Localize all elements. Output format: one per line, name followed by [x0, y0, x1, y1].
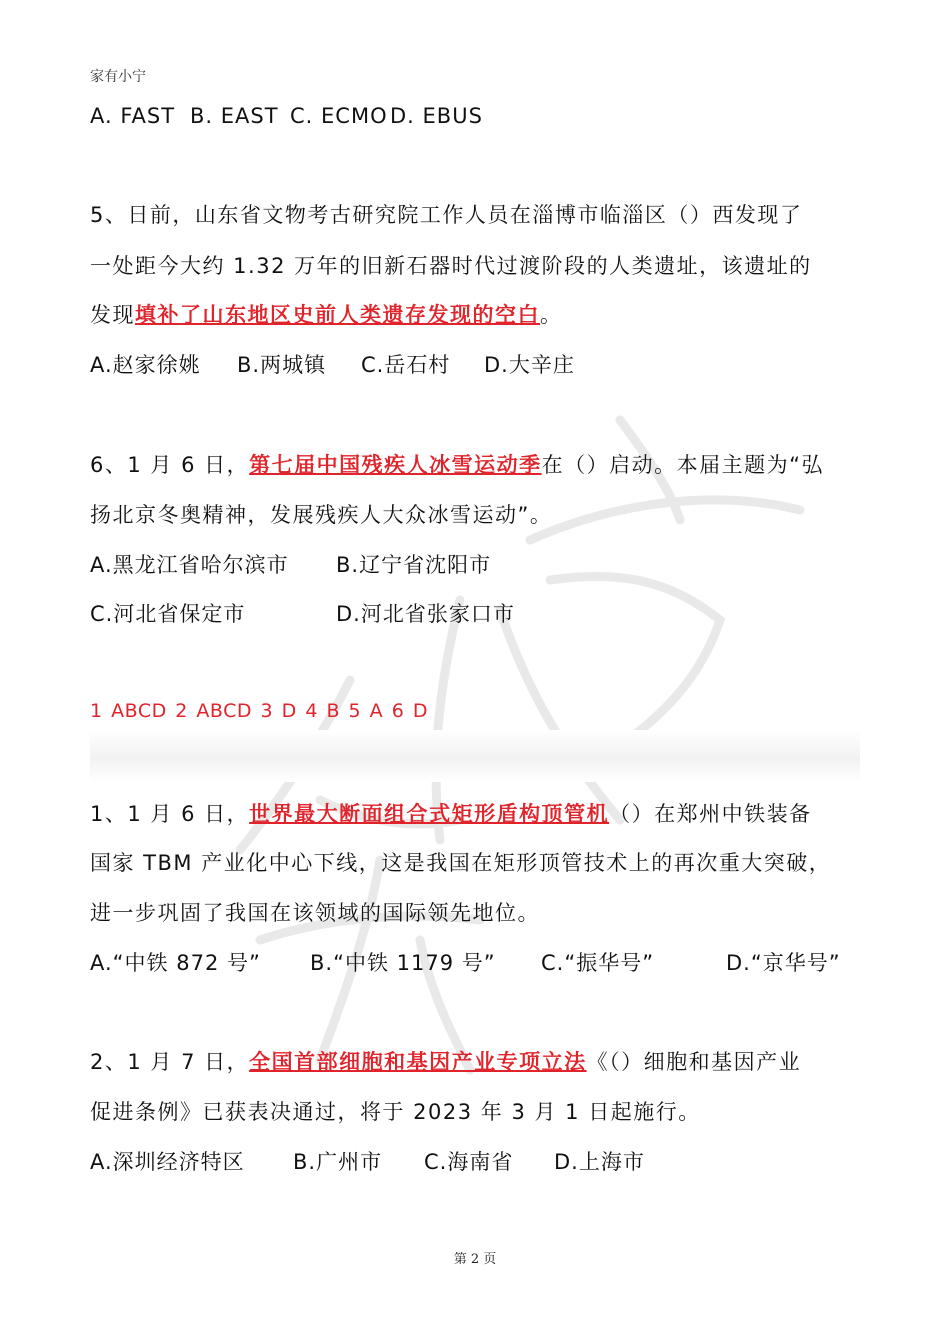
q5-option-d: D.大辛庄 [484, 353, 575, 377]
q1-line-2: 国家 TBM 产业化中心下线，这是我国在矩形顶管技术上的再次重大突破， [90, 851, 832, 875]
q5-option-c: C.岳石村 [361, 353, 451, 377]
q1-text-post: （）在郑州中铁装备 [609, 802, 812, 826]
q4-option-d: D. EBUS [390, 104, 483, 128]
q5-text-post: 。 [540, 303, 563, 327]
page-number: 第 2 页 [453, 1252, 497, 1267]
q2-line-1 [90, 1047, 801, 1077]
q2-highlight: 全国首部细胞和基因产业专项立法 [249, 1050, 587, 1074]
q1-highlight: 世界最大断面组合式矩形盾构顶管机 [249, 802, 610, 826]
q1-line-1 [90, 799, 812, 829]
q4-option-a: A. FAST [90, 104, 176, 128]
q5-line-2: 一处距今大约 1.32 万年的旧新石器时代过渡阶段的人类遗址，该遗址的 [90, 254, 812, 278]
page-header: 家有小宁 [90, 69, 146, 85]
q4-option-c: C. ECMO [290, 104, 388, 128]
section-divider [90, 730, 860, 782]
q5-line-1: 5、日前，山东省文物考古研究院工作人员在淄博市临淄区（）西发现了 [90, 203, 803, 227]
q6-option-a: A.黑龙江省哈尔滨市 [90, 553, 289, 577]
q1-option-d: D.“京华号” [726, 951, 841, 975]
q6-options-row-1 [90, 550, 491, 580]
answer-key: 1 ABCD 2 ABCD 3 D 4 B 5 A 6 D [90, 700, 428, 722]
q5-option-b: B.两城镇 [237, 353, 327, 377]
q1-option-a: A.“中铁 872 号” [90, 951, 261, 975]
q2-text-post: 《（）细胞和基因产业 [586, 1050, 802, 1074]
q1-option-c: C.“振华号” [541, 951, 655, 975]
q6-line-1 [90, 450, 824, 480]
q6-options-row-2 [90, 599, 515, 629]
q5-line-3 [90, 300, 563, 330]
q1-text-pre: 1、1 月 6 日， [90, 802, 250, 826]
q5-highlight: 填补了山东地区史前人类遗存发现的空白 [135, 303, 540, 327]
q4-options [90, 101, 483, 131]
q6-highlight: 第七届中国残疾人冰雪运动季 [249, 453, 542, 477]
q6-text-post: 在（）启动。本届主题为“弘 [541, 453, 824, 477]
q2-text-pre: 2、1 月 7 日， [90, 1050, 250, 1074]
q6-line-2: 扬北京冬奥精神，发展残疾人大众冰雪运动”。 [90, 503, 553, 527]
q5-option-a: A.赵家徐姚 [90, 353, 201, 377]
q2-options [90, 1147, 645, 1177]
q6-option-c: C.河北省保定市 [90, 602, 246, 626]
q2-option-c: C.海南省 [424, 1150, 514, 1174]
q1-option-b: B.“中铁 1179 号” [310, 951, 496, 975]
q2-option-d: D.上海市 [554, 1150, 645, 1174]
q6-option-d: D.河北省张家口市 [336, 602, 515, 626]
q1-options [90, 948, 841, 978]
q5-options [90, 350, 575, 380]
q2-option-a: A.深圳经济特区 [90, 1150, 245, 1174]
q2-line-2: 促进条例》已获表决通过，将于 2023 年 3 月 1 日起施行。 [90, 1100, 701, 1124]
q5-text-pre: 发现 [90, 303, 135, 327]
q4-option-b: B. EAST [190, 104, 279, 128]
q1-line-3: 进一步巩固了我国在该领域的国际领先地位。 [90, 901, 540, 925]
q6-option-b: B.辽宁省沈阳市 [336, 553, 492, 577]
q6-text-pre: 6、1 月 6 日， [90, 453, 250, 477]
q2-option-b: B.广州市 [293, 1150, 383, 1174]
